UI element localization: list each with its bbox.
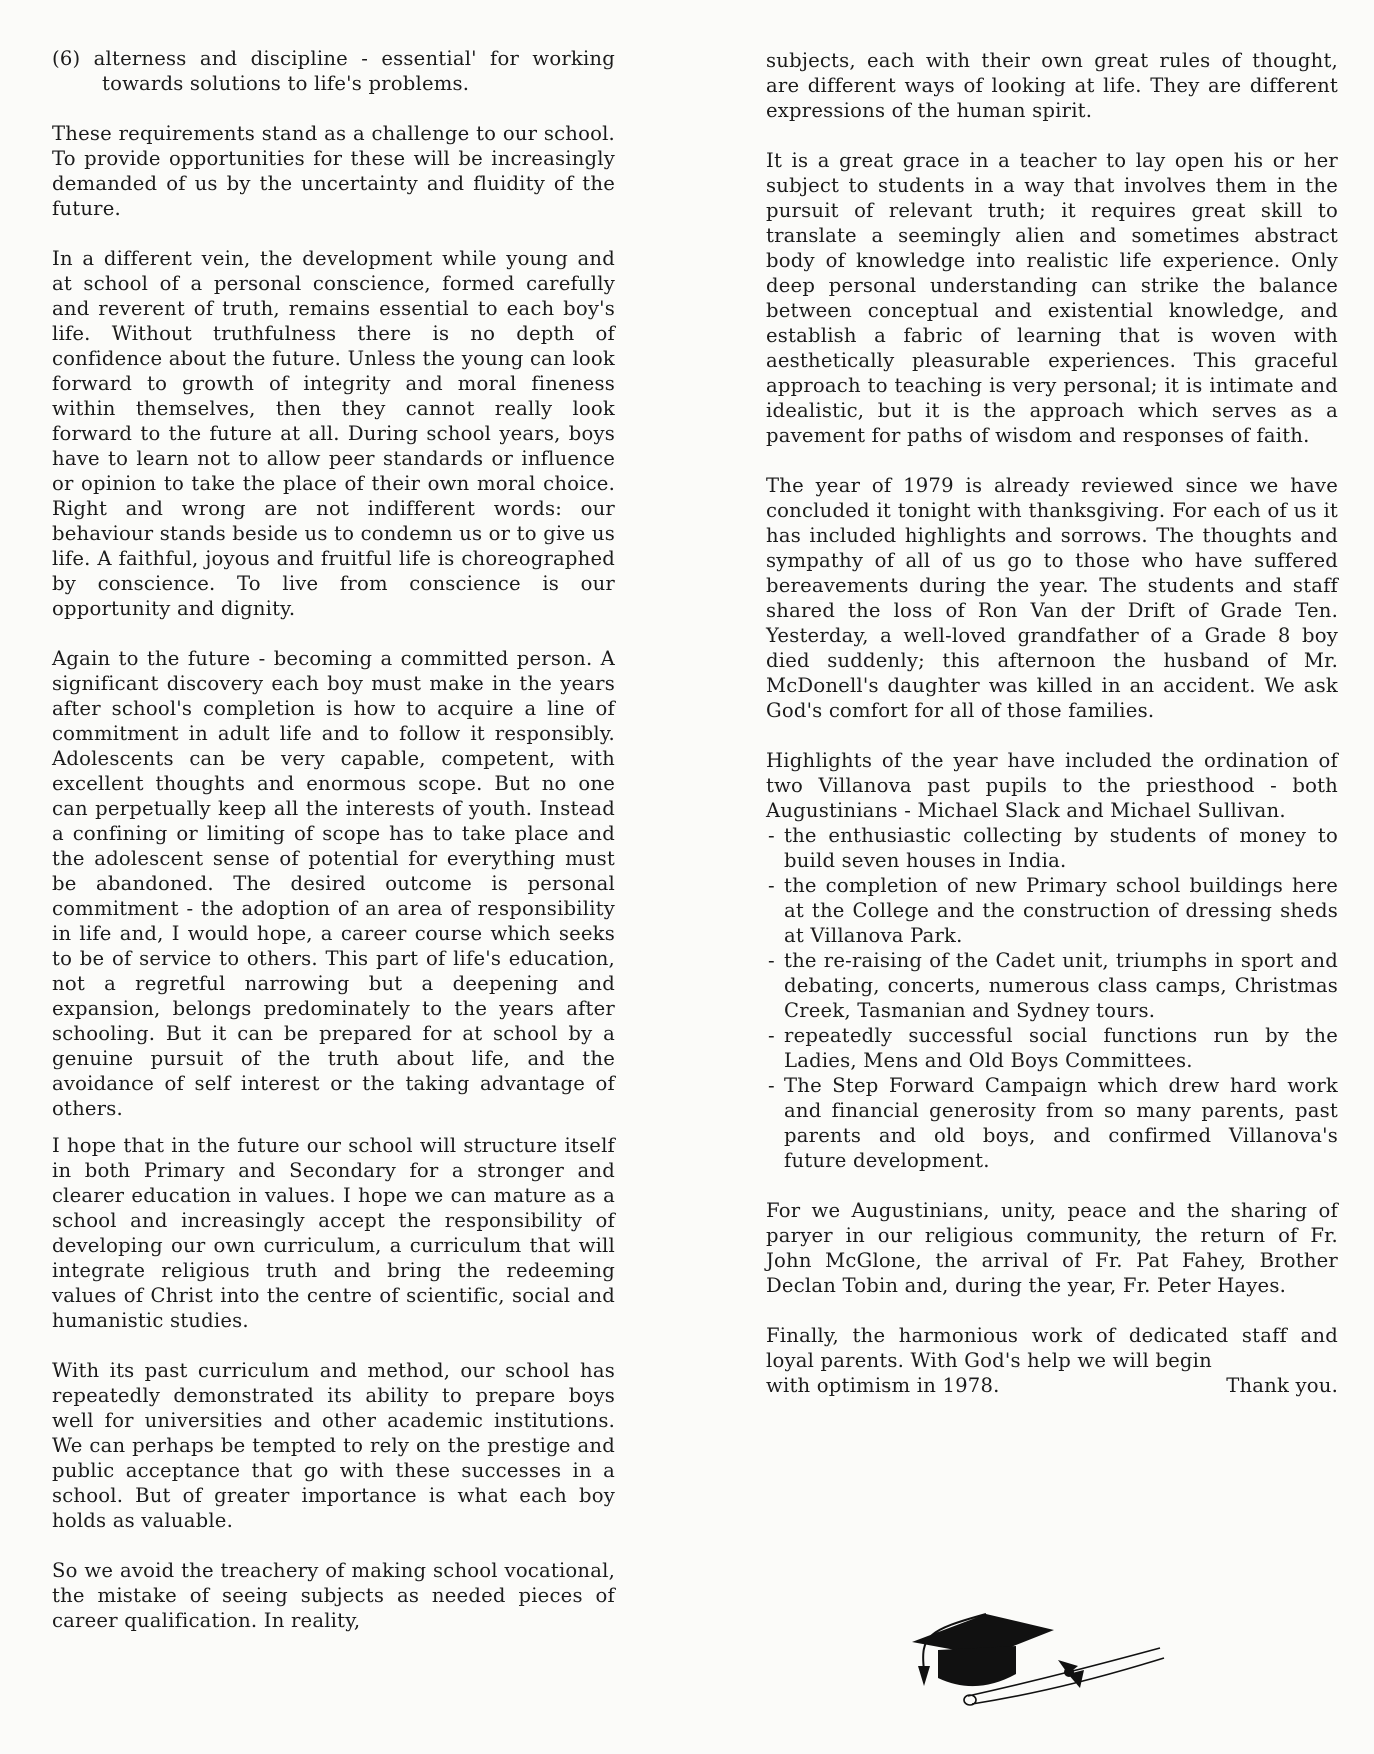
list-item: - repeatedly successful social functions run by the Ladies, Mens and Old Boys Committees.: [766, 1023, 1338, 1073]
paragraph-values-education: I hope that in the future our school will structure itself in both Primary and Secondary for a stronger and clearer education in values. I hope we can mature as a school and increasingly accept the responsibility of developing our own curriculum, a curriculum that will integrate religious truth and bring the redeeming values of Christ into the centre of scientific, social and humanistic studies.: [52, 1134, 615, 1332]
right-column: [766, 48, 1338, 1398]
diploma-roll-end: [964, 1695, 976, 1705]
paragraph-vocational: So we avoid the treachery of making school vocational, the mistake of seeing subjects as needed pieces of career qualification. In reality,: [52, 1559, 615, 1632]
highlights-list: [766, 823, 1338, 1173]
paragraph-conscience: In a different vein, the development while young and at school of a personal conscience, formed carefully and reverent of truth, remains essential to each boy's life. Without truthfulness there is no depth of confidence about the future. Unless the young can look forward to growth of integrity and moral fineness within themselves, then they cannot really look forward to the future at all. During school years, boys have to learn not to allow peer standards or influence or opinion to take the place of their own moral choice. Right and wrong are not indifferent words: our behaviour stands beside us to condemn us or to give us life. A faithful, joyous and fruitful life is choreographed by conscience. To live from conscience is our opportunity and dignity.: [52, 247, 615, 620]
highlights-intro: Highlights of the year have included the ordination of two Villanova past pupils to the priesthood - both Augustinians - Michael Slack and Michael Sullivan.: [766, 749, 1338, 822]
list-item: - the completion of new Primary school buildings here at the College and the construction of dressing sheds at Villanova Park.: [766, 873, 1338, 948]
closing-line: [766, 1373, 1338, 1398]
paragraph-augustinians: For we Augustinians, unity, peace and the sharing of paryer in our religious community, the return of Fr. John McGlone, the arrival of Fr. Pat Fahey, Brother Declan Tobin and, during the year, Fr. Peter Hayes.: [766, 1199, 1338, 1297]
closing-text: with optimism in 1978.: [766, 1374, 1000, 1397]
left-column: [52, 46, 615, 1633]
list-item: - The Step Forward Campaign which drew hard work and financial generosity from so many parents, past parents and old boys, and confirmed Villanova's future development.: [766, 1073, 1338, 1173]
graduation-cap-and-diploma-icon: [898, 1600, 1172, 1710]
item-6: (6) alterness and discipline - essential' for working towards solutions to life's problems.: [52, 47, 615, 95]
paragraph-finally: Finally, the harmonious work of dedicated staff and loyal parents. With God's help we will begin: [766, 1324, 1338, 1372]
list-item: - the re-raising of the Cadet unit, triumphs in sport and debating, concerts, numerous class camps, Christmas Creek, Tasmanian and Sydney tours.: [766, 948, 1338, 1023]
ribbon-knot: [1064, 1667, 1074, 1677]
paragraph-teacher-grace: It is a great grace in a teacher to lay open his or her subject to students in a way that involves them in the pursuit of relevant truth; it requires great skill to translate a seemingly alien and sometimes abstract body of knowledge into realistic life experience. Only deep personal understanding can strike the balance between conceptual and existential knowledge, and establish a fabric of learning that is woven with aesthetically pleasurable experiences. This graceful approach to teaching is very personal; it is intimate and idealistic, but it is the approach which serves as a pavement for paths of wisdom and responses of faith.: [766, 149, 1338, 447]
tassel: [918, 1666, 930, 1686]
thank-you: Thank you.: [1226, 1374, 1338, 1397]
mortarboard-cap: [938, 1646, 1016, 1686]
paragraph-commitment: Again to the future - becoming a committed person. A significant discovery each boy must make in the years after school's completion is how to acquire a line of commitment in adult life and to follow it responsibly. Adolescents can be very capable, competent, with excellent thoughts and enormous scope. But no one can perpetually keep all the interests of youth. Instead a confining or limiting of scope has to take place and the adolescent sense of potential for everything must be abandoned. The desired outcome is personal commitment - the adoption of an area of responsibility in life and, I would hope, a career course which seeks to be of service to others. This part of life's education, not a regretful narrowing but a deepening and expansion, belongs predominately to the years after schooling. But it can be prepared for at school by a genuine pursuit of the truth about life, and the avoidance of self interest or the taking advantage of others.: [52, 647, 615, 1120]
paragraph-requirements: These requirements stand as a challenge to our school. To provide opportunities for these will be increasingly demanded of us by the uncertainty and fluidity of the future.: [52, 122, 615, 220]
paragraph-past-curriculum: With its past curriculum and method, our school has repeatedly demonstrated its ability to prepare boys well for universities and other academic institutions. We can perhaps be tempted to rely on the prestige and public acceptance that go with these successes in a school. But of greater importance is what each boy holds as valuable.: [52, 1359, 615, 1532]
paragraph-year-review: The year of 1979 is already reviewed since we have concluded it tonight with thanksgiving. For each of us it has included highlights and sorrows. The thoughts and sympathy of all of us go to those who have suffered bereavements during the year. The students and staff shared the loss of Ron Van der Drift of Grade Ten. Yesterday, a well-loved grandfather of a Grade 8 boy died suddenly; this afternoon the husband of Mr. McDonell's daughter was killed in an accident. We ask God's comfort for all of those families.: [766, 474, 1338, 722]
paragraph-subjects: subjects, each with their own great rules of thought, are different ways of looking at life. They are different expressions of the human spirit.: [766, 49, 1338, 122]
list-item: - the enthusiastic collecting by students of money to build seven houses in India.: [766, 823, 1338, 873]
